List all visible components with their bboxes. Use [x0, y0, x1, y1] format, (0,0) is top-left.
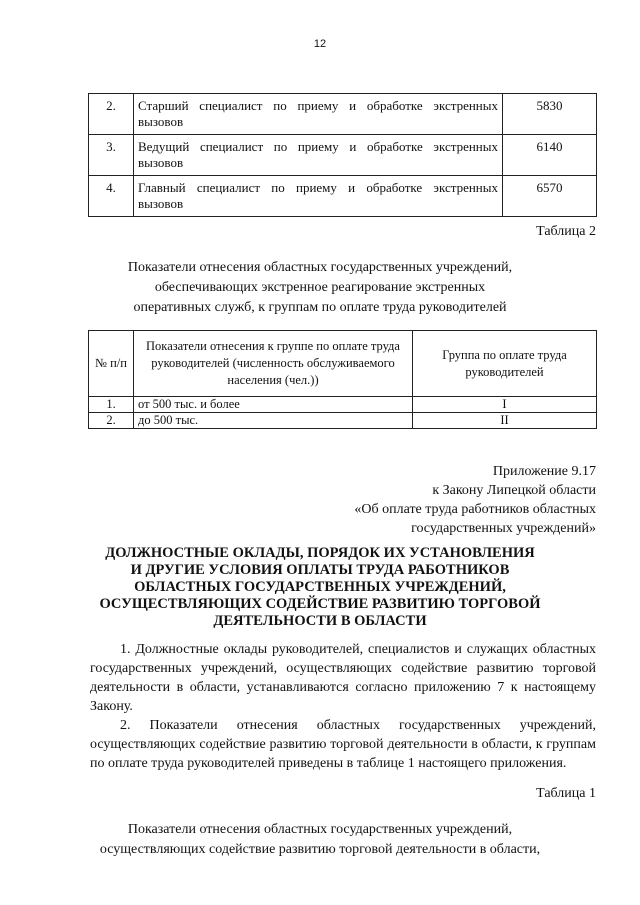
title-line: ДЕЯТЕЛЬНОСТИ В ОБЛАСТИ: [213, 613, 427, 629]
appendix-reference: [354, 462, 596, 538]
salary-value: 6140: [503, 135, 597, 176]
table-row: [89, 94, 597, 135]
table2-heading: [60, 258, 580, 318]
row-number: 3.: [89, 135, 134, 176]
row-group: II: [413, 413, 597, 429]
title-line: ОБЛАСТНЫХ ГОСУДАРСТВЕННЫХ УЧРЕЖДЕНИЙ,: [134, 579, 506, 595]
body-paragraphs: [90, 640, 596, 773]
position-name: Главный специалист по приему и обработке экстренных вызовов: [134, 176, 503, 217]
heading-line: Показатели отнесения областных государственных учреждений,: [127, 822, 513, 837]
section-title: [70, 545, 570, 630]
position-name: Ведущий специалист по приему и обработке экстренных вызовов: [134, 135, 503, 176]
title-line: ОСУЩЕСТВЛЯЮЩИХ СОДЕЙСТВИЕ РАЗВИТИЮ ТОРГОВОЙ: [99, 596, 541, 612]
table-row: [89, 135, 597, 176]
row-criterion: от 500 тыс. и более: [134, 397, 413, 413]
table-row: [89, 397, 597, 413]
positions-salary-table: [88, 93, 597, 217]
table-row: [89, 413, 597, 429]
row-number: 4.: [89, 176, 134, 217]
manager-group-table-2: [88, 330, 597, 429]
title-line: ДОЛЖНОСТНЫЕ ОКЛАДЫ, ПОРЯДОК ИХ УСТАНОВЛЕНИЯ: [105, 545, 535, 561]
salary-value: 5830: [503, 94, 597, 135]
appendix-line: Приложение 9.17: [492, 464, 596, 479]
row-group: I: [413, 397, 597, 413]
appendix-line: государственных учреждений»: [411, 521, 596, 536]
row-number: 2.: [89, 94, 134, 135]
heading-line: обеспечивающих экстренное реагирование экстренных: [154, 280, 486, 295]
row-number: 2.: [89, 413, 134, 429]
header-group: Группа по оплате труда руководителей: [413, 331, 597, 397]
position-name: Старший специалист по приему и обработке экстренных вызовов: [134, 94, 503, 135]
table-row: [89, 176, 597, 217]
table1-caption: Таблица 1: [536, 786, 596, 801]
heading-line: осуществляющих содействие развитию торговой деятельности в области,: [99, 842, 541, 857]
page-number: 12: [313, 38, 327, 50]
appendix-line: к Закону Липецкой области: [432, 483, 596, 498]
row-criterion: до 500 тыс.: [134, 413, 413, 429]
table1-heading: [40, 820, 600, 860]
header-criterion: Показатели отнесения к группе по оплате труда руководителей (численность обслуживаемого населения (чел.)): [134, 331, 413, 397]
heading-line: Показатели отнесения областных государственных учреждений,: [127, 260, 513, 275]
header-number: № п/п: [89, 331, 134, 397]
appendix-line: «Об оплате труда работников областных: [354, 502, 596, 517]
title-line: И ДРУГИЕ УСЛОВИЯ ОПЛАТЫ ТРУДА РАБОТНИКОВ: [130, 562, 510, 578]
row-number: 1.: [89, 397, 134, 413]
table2-caption: Таблица 2: [536, 224, 596, 239]
salary-value: 6570: [503, 176, 597, 217]
table-header-row: [89, 331, 597, 397]
paragraph: 2. Показатели отнесения областных государственных учреждений, осуществляющих содействие развитию торговой деятельности в области, к группам по оплате труда руководителей приведены в таблице 1 настоящего приложения.: [90, 718, 596, 771]
paragraph: 1. Должностные оклады руководителей, специалистов и служащих областных государственных учреждений, осуществляющих содействие развитию торговой деятельности в области, устанавливаются согласно приложению 7 к настоящему Закону.: [90, 642, 596, 714]
heading-line: оперативных служб, к группам по оплате труда руководителей: [133, 300, 507, 315]
